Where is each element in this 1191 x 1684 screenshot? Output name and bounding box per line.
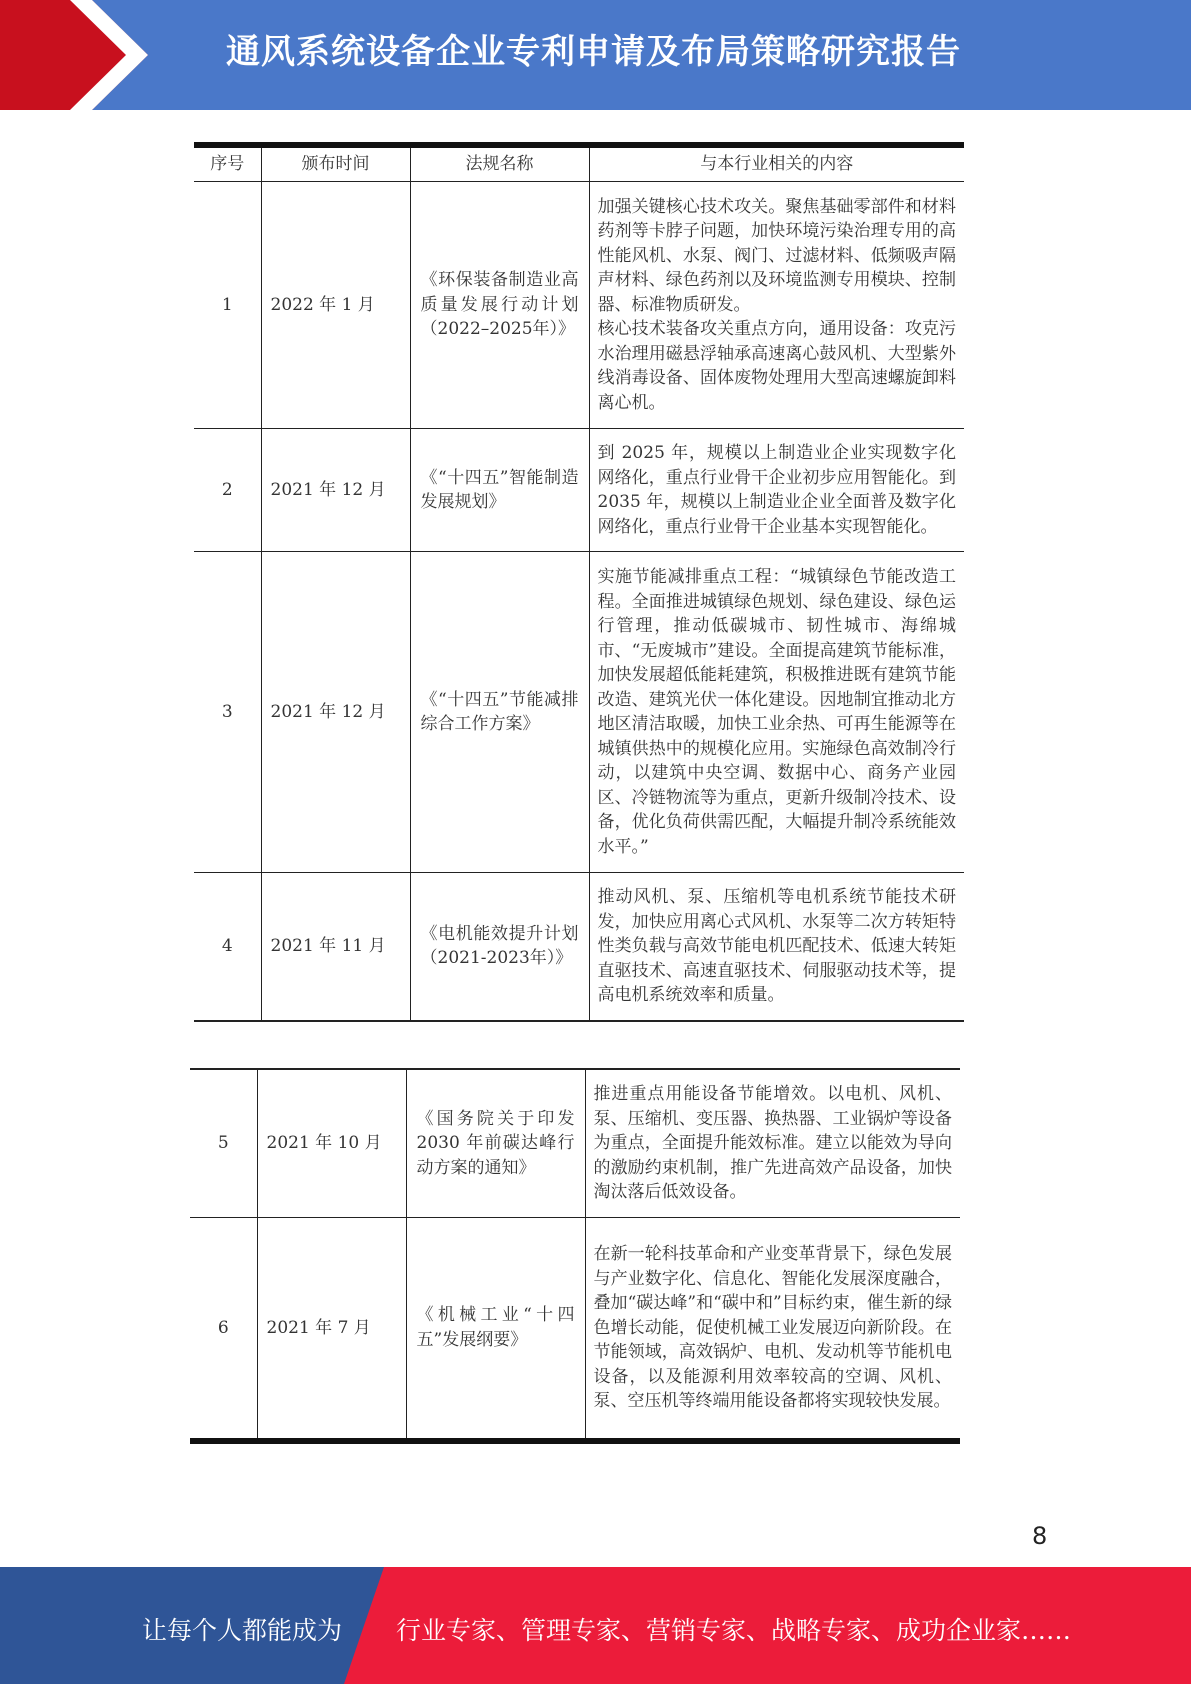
content-paragraph: 到 2025 年，规模以上制造业企业实现数字化网络化，重点行业骨干企业初步应用智能化。到 2035 年，规模以上制造业企业全面普及数字化网络化，重点行业骨干企业基本实现智能化。	[597, 443, 956, 537]
report-title: 通风系统设备企业专利申请及布局策略研究报告	[226, 32, 961, 72]
row-date: 2021 年 10 月	[257, 1069, 406, 1217]
row-law-name: 《环保装备制造业高质量发展行动计划（2022–2025年）》	[410, 182, 589, 429]
row-date: 2021 年 11 月	[261, 873, 410, 1021]
content-paragraph: 在新一轮科技革命和产业变革背景下，绿色发展与产业数字化、信息化、智能化发展深度融合，叠加“碳达峰”和“碳中和”目标约束，催生新的绿色增长动能，促使机械工业发展迈向新阶段。在节能领域，高效锅炉、电机、发动机等节能机电设备，以及能源利用效率较高的空调、风机、泵、空压机等终端用能设备都将实现较快发展。	[593, 1244, 952, 1411]
table-row	[190, 1069, 960, 1217]
row-serial: 2	[194, 429, 261, 552]
table-row	[194, 873, 964, 1021]
content-paragraph: 推进重点用能设备节能增效。以电机、风机、泵、压缩机、变压器、换热器、工业锅炉等设备为重点，全面提升能效标准。建立以能效为导向的激励约束机制，推广先进高效产品设备，加快淘汰落后低效设备。	[593, 1084, 952, 1202]
content-paragraph: 实施节能减排重点工程：“城镇绿色节能改造工程。全面推进城镇绿色规划、绿色建设、绿色运行管理，推动低碳城市、韧性城市、海绵城市、“无废城市”建设。全面提高建筑节能标准，加快发展超低能耗建筑，积极推进既有建筑节能改造、建筑光伏一体化建设。因地制宜推动北方地区清洁取暖，加快工业余热、可再生能源等在城镇供热中的规模化应用。实施绿色高效制冷行动，以建筑中央空调、数据中心、商务产业园区、冷链物流等为重点，更新升级制冷技术、设备，优化负荷供需匹配，大幅提升制冷系统能效水平。”	[597, 567, 956, 857]
row-serial: 4	[194, 873, 261, 1021]
row-content	[585, 1069, 960, 1217]
regulations-table	[194, 142, 964, 1022]
table-row	[194, 182, 964, 429]
content-paragraph: 核心技术装备攻关重点方向，通用设备：攻克污水治理用磁悬浮轴承高速离心鼓风机、大型紫外线消毒设备、固体废物处理用大型高速螺旋卸料离心机。	[597, 319, 956, 413]
row-serial: 1	[194, 182, 261, 429]
row-content	[589, 182, 964, 429]
row-content	[589, 429, 964, 552]
header-date: 颁布时间	[261, 145, 410, 182]
header-law-name: 法规名称	[410, 145, 589, 182]
row-law-name: 《机械工业“十四五”发展纲要》	[406, 1217, 585, 1441]
row-content	[585, 1217, 960, 1441]
header-serial: 序号	[194, 145, 261, 182]
row-date: 2021 年 7 月	[257, 1217, 406, 1441]
row-law-name: 《“十四五”智能制造发展规划》	[410, 429, 589, 552]
row-date: 2022 年 1 月	[261, 182, 410, 429]
row-serial: 3	[194, 552, 261, 873]
content-paragraph: 推动风机、泵、压缩机等电机系统节能技术研发，加快应用离心式风机、水泵等二次方转矩特性类负载与高效节能电机匹配技术、低速大转矩直驱技术、高速直驱技术、伺服驱动技术等，提高电机系统效率和质量。	[597, 887, 956, 1005]
row-date: 2021 年 12 月	[261, 429, 410, 552]
row-content	[589, 873, 964, 1021]
chevron-arrow-icon	[0, 0, 160, 110]
page-header	[0, 0, 1191, 110]
row-law-name: 《国务院关于印发2030 年前碳达峰行动方案的通知》	[406, 1069, 585, 1217]
table-row	[190, 1217, 960, 1441]
page-footer	[0, 1567, 1191, 1684]
table-header-row	[194, 145, 964, 182]
header-content: 与本行业相关的内容	[589, 145, 964, 182]
row-serial: 6	[190, 1217, 257, 1441]
table-row	[194, 429, 964, 552]
footer-slogan-right: 行业专家、管理专家、营销专家、战略专家、成功企业家……	[396, 1616, 1072, 1645]
content-paragraph: 加强关键核心技术攻关。聚焦基础零部件和材料药剂等卡脖子问题，加快环境污染治理专用的高性能风机、水泵、阀门、过滤材料、低频吸声隔声材料、绿色药剂以及环境监测专用模块、控制器、标准物质研发。	[597, 196, 956, 315]
footer-slogan-left: 让每个人都能成为	[142, 1616, 343, 1645]
table-row	[194, 552, 964, 873]
row-serial: 5	[190, 1069, 257, 1217]
page-number: 8	[1032, 1522, 1048, 1550]
row-law-name: 《电机能效提升计划（2021-2023年）》	[410, 873, 589, 1021]
row-content	[589, 552, 964, 873]
row-date: 2021 年 12 月	[261, 552, 410, 873]
regulations-table-continued	[190, 1068, 960, 1444]
row-law-name: 《“十四五”节能减排综合工作方案》	[410, 552, 589, 873]
